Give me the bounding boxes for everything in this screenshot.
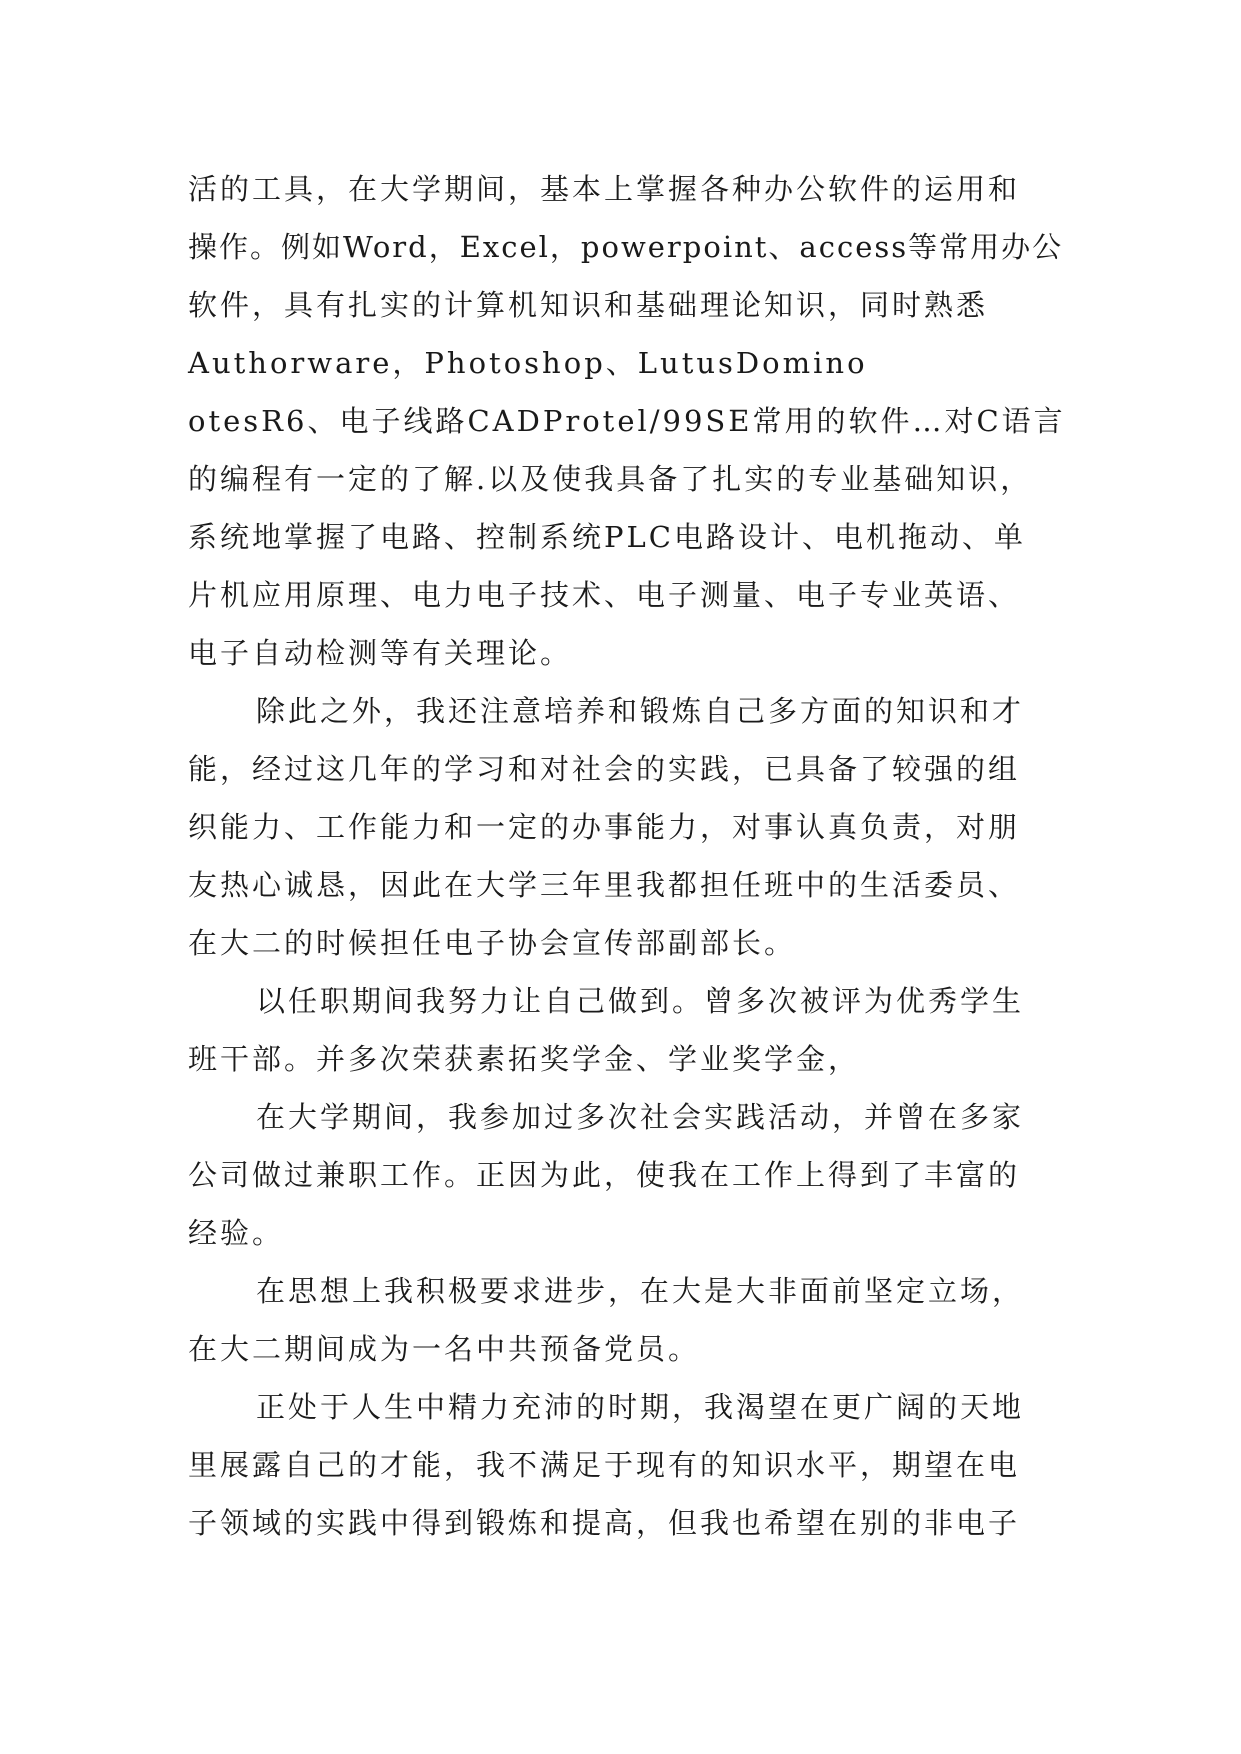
text-line: 的编程有一定的了解.以及使我具备了扎实的专业基础知识，	[188, 462, 1033, 496]
text-line: 除此之外，我还注意培养和锻炼自己多方面的知识和才	[256, 694, 1025, 728]
text-line: 活的工具，在大学期间，基本上掌握各种办公软件的运用和	[188, 172, 1021, 206]
text-line: 系统地掌握了电路、控制系统PLC电路设计、电机拖动、单	[188, 520, 1026, 554]
text-line: Authorware，Photoshop、LutusDomino	[188, 346, 868, 380]
text-line: 以任职期间我努力让自己做到。曾多次被评为优秀学生	[256, 984, 1025, 1018]
text-line: 织能力、工作能力和一定的办事能力，对事认真负责，对朋	[188, 810, 1021, 844]
text-line: 片机应用原理、电力电子技术、电子测量、电子专业英语、	[188, 578, 1021, 612]
text-line: 在大二期间成为一名中共预备党员。	[188, 1332, 701, 1366]
text-line: 正处于人生中精力充沛的时期，我渴望在更广阔的天地	[256, 1390, 1025, 1424]
text-line: 电子自动检测等有关理论。	[188, 636, 573, 670]
text-line: 经验。	[188, 1216, 285, 1250]
text-line: 友热心诚恳，因此在大学三年里我都担任班中的生活委员、	[188, 868, 1021, 902]
text-line: 里展露自己的才能，我不满足于现有的知识水平，期望在电	[188, 1448, 1021, 1482]
text-line: 班干部。并多次荣获素拓奖学金、学业奖学金，	[188, 1042, 861, 1076]
text-line: 子领域的实践中得到锻炼和提高，但我也希望在别的非电子	[188, 1506, 1021, 1540]
text-line: 操作。例如Word，Excel，powerpoint、access等常用办公	[188, 230, 1064, 264]
text-line: 公司做过兼职工作。正因为此，使我在工作上得到了丰富的	[188, 1158, 1021, 1192]
text-line: 软件，具有扎实的计算机知识和基础理论知识，同时熟悉	[188, 288, 989, 322]
text-line: 在思想上我积极要求进步，在大是大非面前坚定立场，	[256, 1274, 1025, 1308]
text-line: otesR6、电子线路CADProtel/99SE常用的软件…对C语言	[188, 404, 1066, 438]
text-line: 在大学期间，我参加过多次社会实践活动，并曾在多家	[256, 1100, 1025, 1134]
document-body	[188, 160, 1068, 1552]
text-line: 在大二的时候担任电子协会宣传部副部长。	[188, 926, 797, 960]
text-line: 能，经过这几年的学习和对社会的实践，已具备了较强的组	[188, 752, 1021, 786]
